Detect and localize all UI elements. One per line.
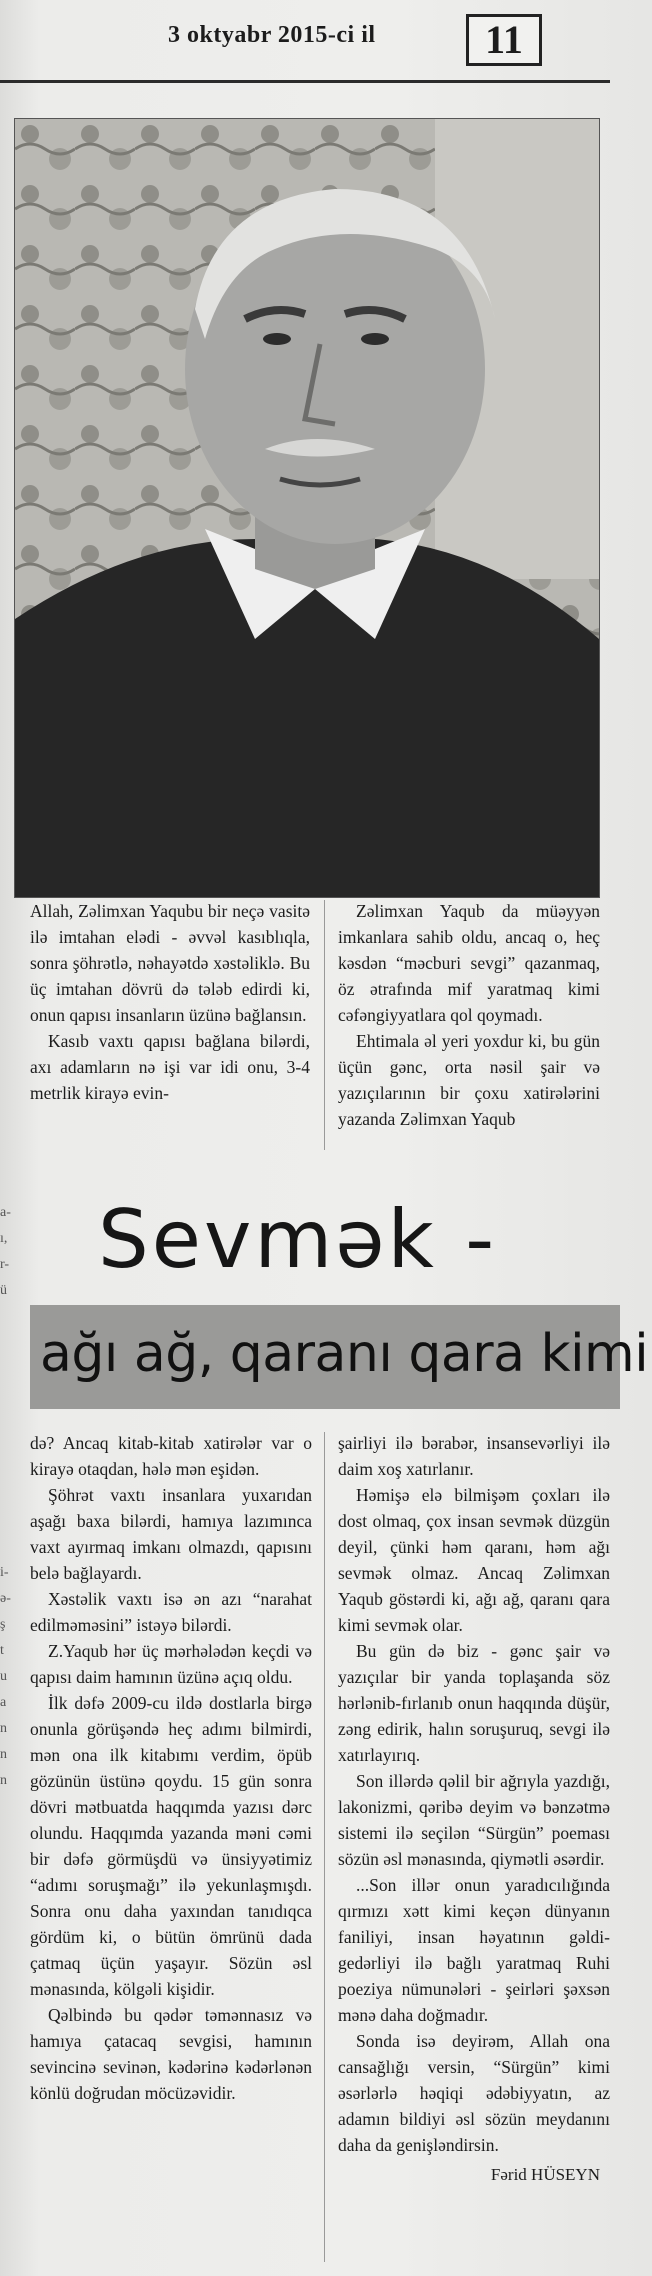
paragraph: şairliyi ilə bərabər, insansevərliyi ilə daim xoş xatırlanır.	[338, 1433, 610, 1479]
article-column-3	[30, 1430, 312, 2106]
paragraph: Ehtimala əl yeri yoxdur ki, bu gün üçün gənc, orta nəsil şair və yazıçılarının bir çoxu xatirələrini yazanda Zəlimxan Yaqub	[338, 1031, 600, 1129]
paragraph: Zəlimxan Yaqub da müəyyən imkanlara sahib oldu, ancaq o, heç kəsdən “məcburi sevgi” qazanmaq, öz ətrafında mif yaratmaq kimi cəfəngiyyatlara qol qoymadı.	[338, 901, 600, 1025]
portrait-illustration	[15, 119, 599, 897]
fragment: a-	[0, 1205, 11, 1220]
headline-line-1: Sevmək -	[98, 1193, 498, 1286]
article-column-4	[338, 1430, 610, 2188]
author-signature: Fərid HÜSEYN	[490, 2165, 600, 2184]
fragment: ı,	[0, 1231, 8, 1246]
page-number: 11	[466, 14, 542, 66]
fragment: a	[0, 1695, 7, 1710]
fragment: ə-	[0, 1591, 11, 1606]
paragraph: Z.Yaqub hər üç mərhələdən keçdi və qapısı daim hamının üzünə açıq oldu.	[30, 1641, 312, 1687]
paragraph: ...Son illər onun yaradıcılığında qırmızı xətt kimi keçən dünyanın faniliyi, insan həyatının gəldi-gedərliyi ilə bağlı yaratmaq Ruhi poeziya nümunələri - şeirləri şəxsən mənə daha doğmadır.	[338, 1875, 610, 2025]
paragraph: Xəstəlik vaxtı isə ən azı “narahat edilməməsini” istəyə bilərdi.	[30, 1589, 312, 1635]
fragment: n	[0, 1747, 7, 1762]
article-column-2	[338, 898, 600, 1132]
portrait-photo	[14, 118, 600, 898]
paragraph: Həmişə elə bilmişəm çoxları ilə dost olmaq, çox insan sevmək düzgün deyil, çünki həm qaranı, həm ağı sevmək olmaz. Ancaq Zəlimxan Yaqub göstərdi ki, ağı ağ, qaranı qara kimi sevmək olar.	[338, 1485, 610, 1635]
paragraph: Bu gün də biz - gənc şair və yazıçılar bir yanda toplaşanda söz hərlənib-fırlanıb onun haqqında düşür, zəng edirik, halın soruşuruq, sevgi ilə xatırlayırıq.	[338, 1641, 610, 1765]
fragment: u	[0, 1669, 7, 1684]
issue-date: 3 oktyabr 2015-ci il	[168, 22, 376, 48]
column-divider	[324, 900, 325, 1150]
fragment: ü	[0, 1283, 7, 1298]
paragraph: də? Ancaq kitab-kitab xatirələr var o kirayə otaqdan, hələ mən eşidən.	[30, 1433, 312, 1479]
cropped-neighbor-text	[0, 1200, 12, 1304]
paragraph: İlk dəfə 2009-cu ildə dostlarla birgə onunla görüşəndə heç adımı bilmirdi, mən ona ilk kitabımı verdim, öpüb gözünün üstünə qoydu. 15 gün sonra dövri mətbuatda haqqımda yazısı dərc olundu. Haqqımda yazanda məni cəmi bir dəfə görmüşdü və ünsiyyətimiz “adımı soruşmağı” ilə yekunlaşmışdı. Sonra onu daha yaxından tanıdıqca gördüm ki, o bütün ömrünü dada çatmaq üçün yaşayır. Sözün əsl mənasında, kölgəli kişidir.	[30, 1693, 312, 1999]
fragment: t	[0, 1643, 4, 1658]
paragraph: Kasıb vaxtı qapısı bağlana bilərdi, axı adamların nə işi var idi onu, 3-4 metrlik kirayə evin-	[30, 1031, 310, 1103]
paragraph: Sonda isə deyirəm, Allah ona cansağlığı versin, “Sürgün” kimi əsərlərlə həqiqi ədəbiyyatın, az adamın bildiyi əsl sözün meydanını daha da genişləndirsin.	[338, 2031, 610, 2155]
paragraph: Son illərdə qəlil bir ağrıyla yazdığı, lakonizmi, qəribə deyim və bənzətmə sistemi ilə seçilən “Sürgün” poeması sözün əsl mənasında, qiymətli əsərdir.	[338, 1771, 610, 1869]
article-column-1	[30, 898, 310, 1106]
headline-line-2: ağı ağ, qaranı qara kimi	[40, 1324, 649, 1384]
fragment: i-	[0, 1565, 9, 1580]
paragraph: Qəlbində bu qədər təmənnasız və hamıya çatacaq sevgisi, hamının sevincinə sevinən, kədərinə kədərlənən könlü doğrudan möcüzəvidir.	[30, 2005, 312, 2103]
column-divider	[324, 1432, 325, 2262]
fragment: n	[0, 1773, 7, 1788]
paragraph: Allah, Zəlimxan Yaqubu bir neçə vasitə ilə imtahan elədi - əvvəl kasıblıqla, sonra şöhrətlə, nəhayətdə xəstəliklə. Bu üç imtahan dövrü də tələb edirdi ki, onun qapısı insanların üzünə bağlansın.	[30, 901, 310, 1025]
paragraph: Şöhrət vaxtı insanlara yuxarıdan aşağı baxa bilərdi, hamıya lazımınca vaxt ayırmaq imkanı olmazdı, qapısını belə bağlayardı.	[30, 1485, 312, 1583]
fragment: n	[0, 1721, 7, 1736]
fragment: ş	[0, 1617, 6, 1632]
cropped-neighbor-text	[0, 1560, 12, 1794]
fragment: r-	[0, 1257, 10, 1272]
header-rule	[0, 80, 610, 83]
